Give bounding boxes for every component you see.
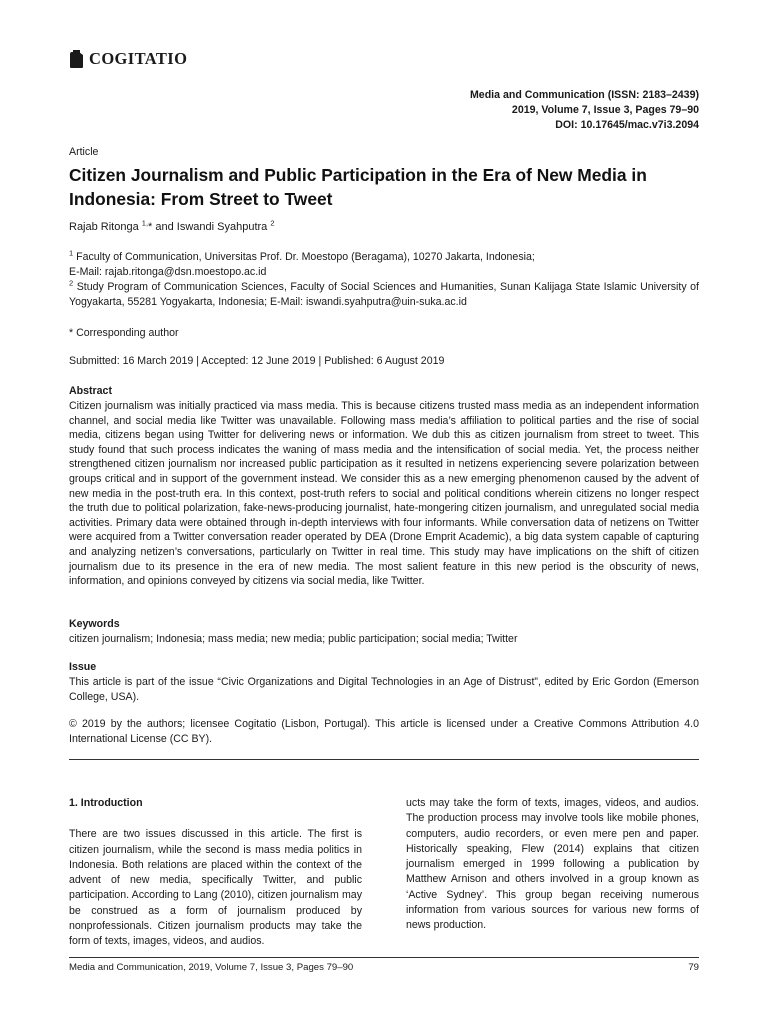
body-column-left [69,796,362,950]
abstract-section [69,384,699,589]
author-affiliation-marker: 1, [141,218,149,228]
body-paragraph: There are two issues discussed in this article. The first is citizen journalism, while the second is mass media politics in Indonesia. Both relations are placed within the context of the advent of new media, specifically Twitter, and public participation. According to Lang (2010), citizen journalism may be construed as a form of journalism produced by nonprofessionals. Citizen journalism products may take the form of texts, images, videos, and audios. [69,828,362,948]
publisher-logo [69,49,187,69]
body-paragraph: ucts may take the form of texts, images, videos, and audios. The production process may involve tools like mobile phones, computers, audio recorders, or even mere pen and paper. Historically speaking, Flew (2014) explains that citizen journalism emerged in 1999 following a publication by Matthew Arnison and others involved in a group known as ‘Active Sydney’. This group began receiving numerous information from various sources for various new forms of news production. [406,797,699,932]
license-section [69,717,699,747]
footer-journal-info: Media and Communication, 2019, Volume 7, Issue 3, Pages 79–90 [69,962,354,973]
divider [69,759,699,760]
affiliation-email: E-Mail: rajab.ritonga@dsn.moestopo.ac.id [69,266,267,278]
cogitatio-logo-icon [69,50,84,69]
author-name: and Iswandi Syahputra [152,221,268,233]
abstract-heading: Abstract [69,385,112,397]
keywords-section [69,617,699,647]
affiliation-number: 1 [69,248,74,258]
affiliation-2 [69,280,699,310]
footer-divider [69,957,699,958]
section-heading-introduction: 1. Introduction [69,797,143,809]
page-footer [69,962,699,973]
publication-dates: Submitted: 16 March 2019 | Accepted: 12 June 2019 | Published: 6 August 2019 [69,355,445,367]
corresponding-author-note: * Corresponding author [69,327,179,339]
author-affiliation-marker: 2 [270,218,275,228]
affiliation-text: Study Program of Communication Sciences, Faculty of Social Sciences and Humanities, Sunan Kalijaga State Islamic University of Yogyakarta, 55281 Yogyakarta, Indonesia; E-Mail: iswandi.syahputra@uin-suka.ac.id [69,281,699,308]
page-number: 79 [688,962,699,973]
affiliation-text: Faculty of Communication, Universitas Prof. Dr. Moestopo (Beragama), 10270 Jakarta, Indonesia; [76,251,535,263]
keywords-text: citizen journalism; Indonesia; mass media; new media; public participation; social media; Twitter [69,633,518,645]
journal-name-issn: Media and Communication (ISSN: 2183–2439) [469,89,699,101]
journal-doi: DOI: 10.17645/mac.v7i3.2094 [555,119,699,131]
corresponding-marker: * [148,221,153,233]
affiliation-1 [69,250,699,265]
issue-text: This article is part of the issue “Civic Organizations and Digital Technologies in an Age of Distrust”, edited by Eric Gordon (Emerson College, USA). [69,676,699,703]
article-title: Citizen Journalism and Public Participation in the Era of New Media in Indonesia: From Street to Tweet [69,165,647,209]
affiliation-number: 2 [69,278,74,288]
journal-volume-pages: 2019, Volume 7, Issue 3, Pages 79–90 [511,104,699,116]
abstract-text: Citizen journalism was initially practiced via mass media. This is because citizens trusted mass media as an independent information channel, and social media like Twitter was unavailable. Following mass media’s affiliation to political parties and the rise of social media, citizens began using Twitter for delivering news or information. We dub this as citizen journalism from street to tweet. This study found that such process indicates the waning of mass media and the intensification of social media. Yet, the process neither strengthened citizen journalism nor increased public participation as it resulted in netizens experiencing severe polarization between groups critical and in support of the government instead. We consider this as a new emerging phenomenon caused by the advent of new media in the post-truth era. In this context, post-truth refers to social and political conditions wherein citizens no longer respect the truth due to political polarization, fake-news-producing journalist, hate-mongering citizen journalism, and unregulated social media activities. Primary data were obtained through in-depth interviews with four informants. While conversation data of netizens on Twitter were acquired from a Twitter conversation reader operated by DEA (Drone Emprit Academic), a big data system capable of capturing and analyzing netizen’s conversations, particularly on Twitter in real time. This study may have implications on the shift of citizen journalism due to its presence in the era of new media. The most salient feature in this new period is the obscurity of news, information, and opinions conveyed by citizens via social media, like Twitter. [69,400,699,588]
author-name: Rajab Ritonga [69,221,139,233]
keywords-heading: Keywords [69,618,120,630]
issue-heading: Issue [69,661,97,673]
body-column-right [406,796,699,934]
article-type: Article [69,146,99,158]
journal-info [470,88,699,133]
logo-text: COGITATIO [89,49,188,68]
license-text: © 2019 by the authors; licensee Cogitatio (Lisbon, Portugal). This article is licensed under a Creative Commons Attribution 4.0 International License (CC BY). [69,718,699,745]
author-list [69,218,275,233]
issue-section [69,660,699,705]
affiliations [69,250,699,310]
